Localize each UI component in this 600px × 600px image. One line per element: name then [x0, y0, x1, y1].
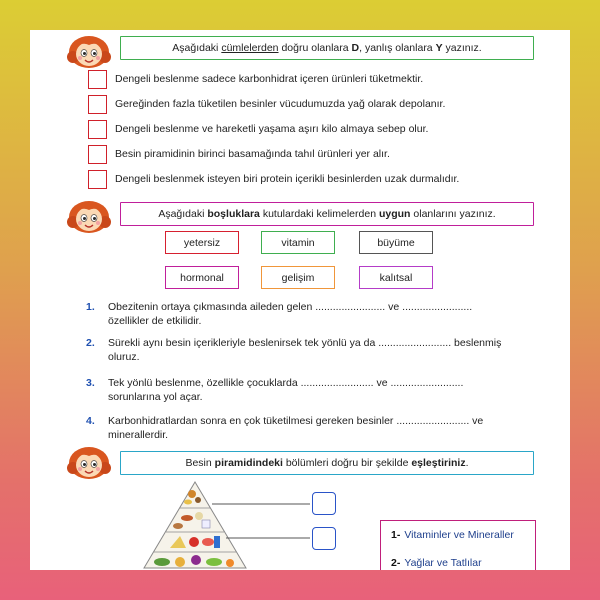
- question-item: [86, 376, 516, 404]
- question-item: [86, 414, 516, 442]
- answer-box[interactable]: [88, 120, 107, 139]
- word-box-hormonal: hormonal: [165, 266, 239, 289]
- question-item: [86, 336, 516, 364]
- tf-item: [88, 169, 459, 189]
- question-number: 2.: [86, 337, 95, 349]
- question-line: minerallerdir.: [108, 429, 169, 441]
- tf-statement: Dengeli beslenme ve hareketli yaşama aşırı kilo almaya sebep olur.: [115, 123, 429, 135]
- question-number: 3.: [86, 377, 95, 389]
- instruction-true-false: Aşağıdaki cümlelerden doğru olanlara D , yanlış olanlara Y yazınız.: [120, 36, 534, 60]
- girl-avatar-icon: [64, 197, 114, 237]
- answer-box[interactable]: [88, 70, 107, 89]
- instruction-fill-blanks: Aşağıdaki boşluklara kutulardaki kelimelerden uygun olanlarını yazınız.: [120, 202, 534, 226]
- tf-item: [88, 69, 423, 89]
- tf-statement: Dengeli beslenme sadece karbonhidrat içeren ürünleri tüketmektir.: [115, 73, 424, 85]
- question-line: Tek yönlü beslenme, özellikle çocuklarda ......................... ve .........................: [108, 377, 464, 389]
- question-number: 4.: [86, 415, 95, 427]
- answer-box[interactable]: [88, 145, 107, 164]
- word-box-vitamin: vitamin: [261, 231, 335, 254]
- word-box-buyume: büyüme: [359, 231, 433, 254]
- tf-item: [88, 119, 428, 139]
- girl-avatar-icon: [64, 443, 114, 483]
- worksheet: [30, 30, 570, 570]
- word-box-kalitsal: kalıtsal: [359, 266, 433, 289]
- legend-item: 2- Yağlar ve Tatlılar: [391, 557, 482, 569]
- tf-statement: Besin piramidinin birinci basamağında tahıl ürünleri yer alır.: [115, 148, 390, 160]
- instruction-matching: Besin piramidindeki bölümleri doğru bir şekilde eşleştiriniz .: [120, 451, 534, 475]
- question-line: özellikler de etkilidir.: [108, 315, 202, 327]
- tf-statement: Gereğinden fazla tüketilen besinler vücudumuzda yağ olarak depolanır.: [115, 98, 446, 110]
- question-line: Obezitenin ortaya çıkmasında aileden gelen ........................ ve ........................: [108, 301, 473, 313]
- matching-legend: [380, 520, 536, 570]
- food-pyramid-image: [142, 480, 248, 570]
- question-line: Sürekli aynı besin içerikleriyle beslenirsek tek yönlü ya da ......................... beslenmiş: [108, 337, 502, 349]
- match-answer-box[interactable]: [312, 527, 336, 550]
- match-answer-box[interactable]: [312, 492, 336, 515]
- question-line: sorunlarına yol açar.: [108, 391, 203, 403]
- tf-item: [88, 94, 445, 114]
- tf-statement: Dengeli beslenmek isteyen biri protein içerikli besinlerden uzak durmalıdır.: [115, 173, 460, 185]
- answer-box[interactable]: [88, 170, 107, 189]
- word-box-yetersiz: yetersiz: [165, 231, 239, 254]
- question-item: [86, 300, 516, 328]
- question-line: oluruz.: [108, 351, 140, 363]
- legend-item: 1- Vitaminler ve Mineraller: [391, 529, 514, 541]
- word-box-gelisim: gelişim: [261, 266, 335, 289]
- girl-avatar-icon: [64, 32, 114, 72]
- question-line: Karbonhidratlardan sonra en çok tüketilmesi gereken besinler ......................... ve: [108, 415, 484, 427]
- question-number: 1.: [86, 301, 95, 313]
- tf-item: [88, 144, 390, 164]
- answer-box[interactable]: [88, 95, 107, 114]
